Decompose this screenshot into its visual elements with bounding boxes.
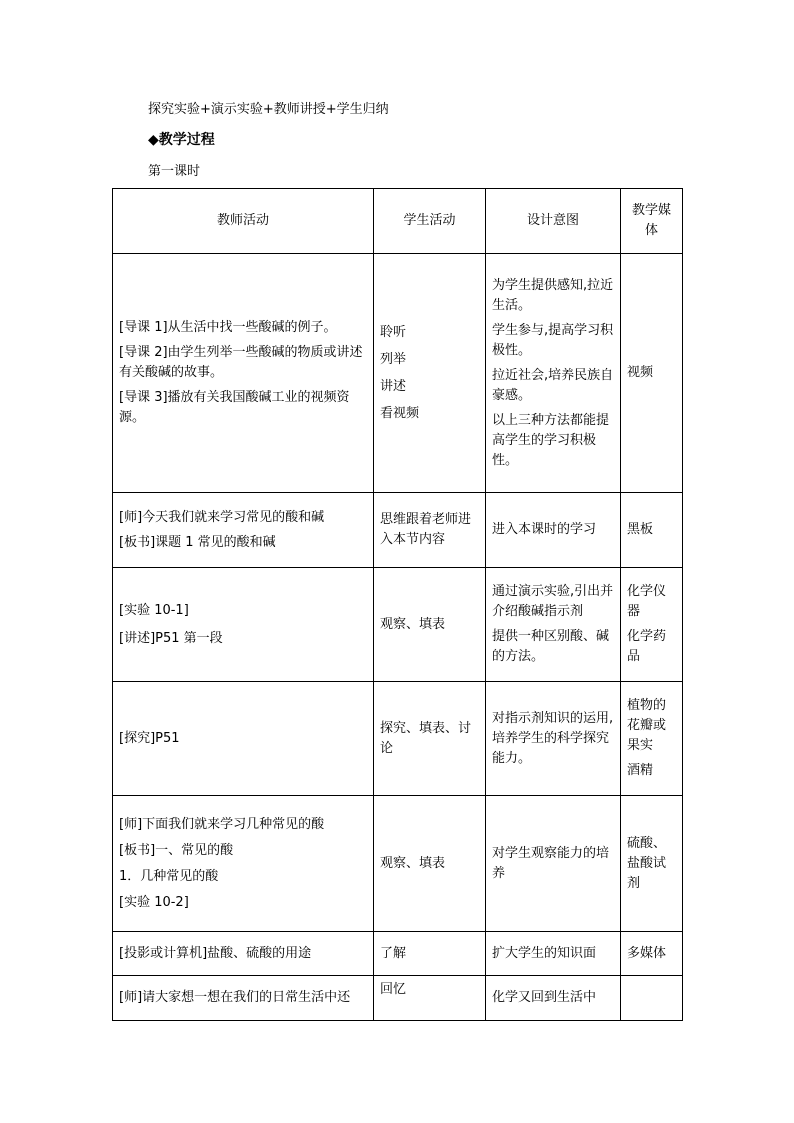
- header-teaching-media: 教学媒体: [621, 189, 683, 254]
- header-teacher-activity: 教师活动: [113, 189, 374, 254]
- design-intent-cell: 通过演示实验,引出并介绍酸碱指示剂 提供一种区别酸、碱的方法。: [486, 568, 621, 682]
- student-activity-cell: 了解: [374, 932, 486, 976]
- student-activity-cell: 思维跟着老师进入本节内容: [374, 493, 486, 568]
- design-intent-cell: 为学生提供感知,拉近生活。 学生参与,提高学习积极性。 拉近社会,培养民族自豪感。 以上三种方法都能提高学生的学习积极性。: [486, 254, 621, 493]
- teacher-activity-cell: [师]今天我们就来学习常见的酸和碱 [板书]课题 1 常见的酸和碱: [113, 493, 374, 568]
- table-row: [113, 682, 683, 796]
- teaching-methods: 探究实验+演示实验+教师讲授+学生归纳: [148, 102, 389, 117]
- teacher-activity-cell: [探究]P51: [113, 682, 374, 796]
- teaching-media-cell: 化学仪器 化学药品: [621, 568, 683, 682]
- student-activity-cell: 观察、填表: [374, 568, 486, 682]
- table-row: [113, 254, 683, 493]
- student-activity-cell: 观察、填表: [374, 796, 486, 932]
- teacher-activity-cell: [实验 10-1] [讲述]P51 第一段: [113, 568, 374, 682]
- student-activity-cell: 探究、填表、讨论: [374, 682, 486, 796]
- student-activity-cell: 回忆: [374, 976, 486, 1021]
- table-header-row: [113, 189, 683, 254]
- teacher-activity-cell: [导课 1]从生活中找一些酸碱的例子。 [导课 2]由学生列举一些酸碱的物质或讲述有关酸碱的故事。 [导课 3]播放有关我国酸碱工业的视频资源。: [113, 254, 374, 493]
- teacher-activity-cell: [师]下面我们就来学习几种常见的酸 [板书]一、常见的酸 1．几种常见的酸 [实验 10-2]: [113, 796, 374, 932]
- header-student-activity: 学生活动: [374, 189, 486, 254]
- design-intent-cell: 化学又回到生活中: [486, 976, 621, 1021]
- teacher-activity-cell: [投影或计算机]盐酸、硫酸的用途: [113, 932, 374, 976]
- lesson-label: 第一课时: [148, 164, 201, 179]
- design-intent-cell: 对指示剂知识的运用,培养学生的科学探究能力。: [486, 682, 621, 796]
- design-intent-cell: 对学生观察能力的培养: [486, 796, 621, 932]
- teaching-media-cell: [621, 976, 683, 1021]
- design-intent-cell: 扩大学生的知识面: [486, 932, 621, 976]
- table-row: [113, 796, 683, 932]
- table-row: [113, 976, 683, 1021]
- section-heading: ◆教学过程: [148, 132, 215, 148]
- teaching-media-cell: 视频: [621, 254, 683, 493]
- teaching-media-cell: 多媒体: [621, 932, 683, 976]
- table-row: [113, 568, 683, 682]
- teaching-media-cell: 硫酸、盐酸试剂: [621, 796, 683, 932]
- table-row: [113, 932, 683, 976]
- student-activity-cell: 聆听 列举 讲述 看视频: [374, 254, 486, 493]
- design-intent-cell: 进入本课时的学习: [486, 493, 621, 568]
- header-design-intent: 设计意图: [486, 189, 621, 254]
- teaching-media-cell: 黑板: [621, 493, 683, 568]
- teacher-activity-cell: [师]请大家想一想在我们的日常生活中还: [113, 976, 374, 1021]
- table-row: [113, 493, 683, 568]
- lesson-process-table: [112, 188, 683, 1021]
- teaching-media-cell: 植物的花瓣或果实 酒精: [621, 682, 683, 796]
